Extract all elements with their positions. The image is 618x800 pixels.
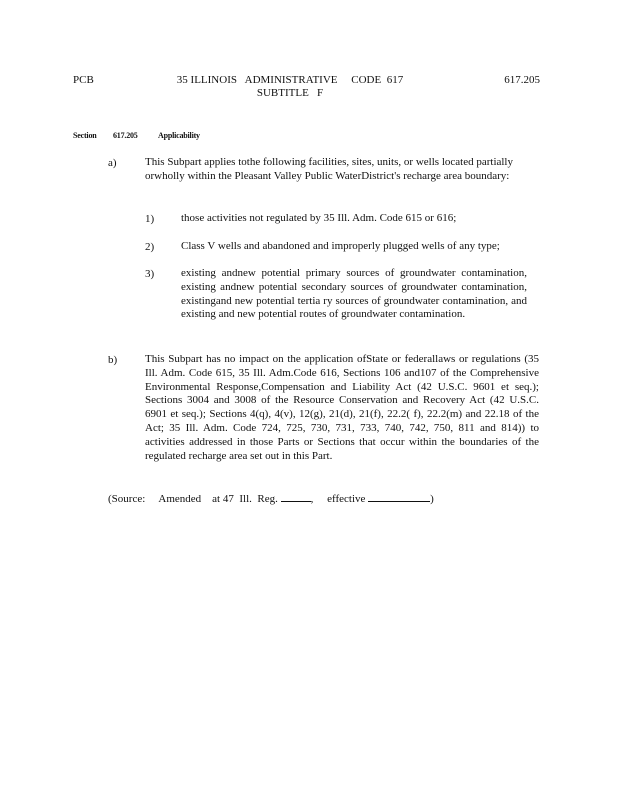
header-subtitle-line: SUBTITLE F [256, 87, 324, 99]
item-3-label: 3) [145, 268, 155, 280]
header-agency: PCB [73, 74, 94, 86]
paragraph-a-label: a) [108, 157, 117, 169]
header-code-line: 35 ILLINOIS ADMINISTRATIVE CODE 617 [176, 74, 404, 86]
header-section-number: 617.205 [504, 74, 540, 86]
item-2-text: Class V wells and abandoned and improperly plugged wells of any type; [181, 240, 500, 252]
source-suffix: ) [430, 493, 434, 505]
section-label: Section [73, 131, 97, 140]
header-code-title [140, 74, 440, 100]
source-prefix: (Source: Amended at 47 Ill. Reg. [108, 493, 278, 505]
section-number: 617.205 [113, 131, 138, 140]
register-blank-line [281, 491, 311, 502]
effective-date-blank-line [368, 491, 430, 502]
section-title: Applicability [158, 131, 200, 140]
paragraph-b-label: b) [108, 354, 118, 366]
item-1-text: those activities not regulated by 35 Ill. Adm. Code 615 or 616; [181, 212, 457, 224]
source-middle: , effective [310, 493, 366, 505]
paragraph-b-text: This Subpart has no impact on the application ofState or federallaws or regulations (35 Ill. Adm. Code 615, 35 Ill. Adm.Code 616, Sections 106 and107 of the Comprehensive Environmental Response,Compensation and Liability Act (42 U.S.C. 9601 et seq.); Sections 3004 and 3008 of the Resource Conservation and Recovery Act (42 U.S.C. 6901 et seq.); Sections 4(q), 4(v), 12(g), 21(d), 21(f), 22.2( f), 22.2(m) and 22.18 of the Act; 35 Ill. Adm. Code 724, 725, 730, 731, 733, 740, 742, 750, 811 and 814)) to activities addressed in those Parts or Sections that occur within the boundaries of the regulated recharge area set out in this Part. [145, 353, 539, 462]
paragraph-a-text: This Subpart applies tothe following facilities, sites, units, or wells located partially orwholly within the Pleasant Valley Public WaterDistrict's recharge area boundary: [145, 156, 513, 182]
source-note [108, 491, 434, 505]
item-1-label: 1) [145, 213, 155, 225]
item-2-label: 2) [145, 241, 155, 253]
item-3-text: existing andnew potential primary sources of groundwater contamination, existing andnew potential secondary sources of groundwater contamination, existingand new potential tertia ry sources of groundwater contamination, and existing and new potential routes of groundwater contamination. [181, 267, 527, 321]
